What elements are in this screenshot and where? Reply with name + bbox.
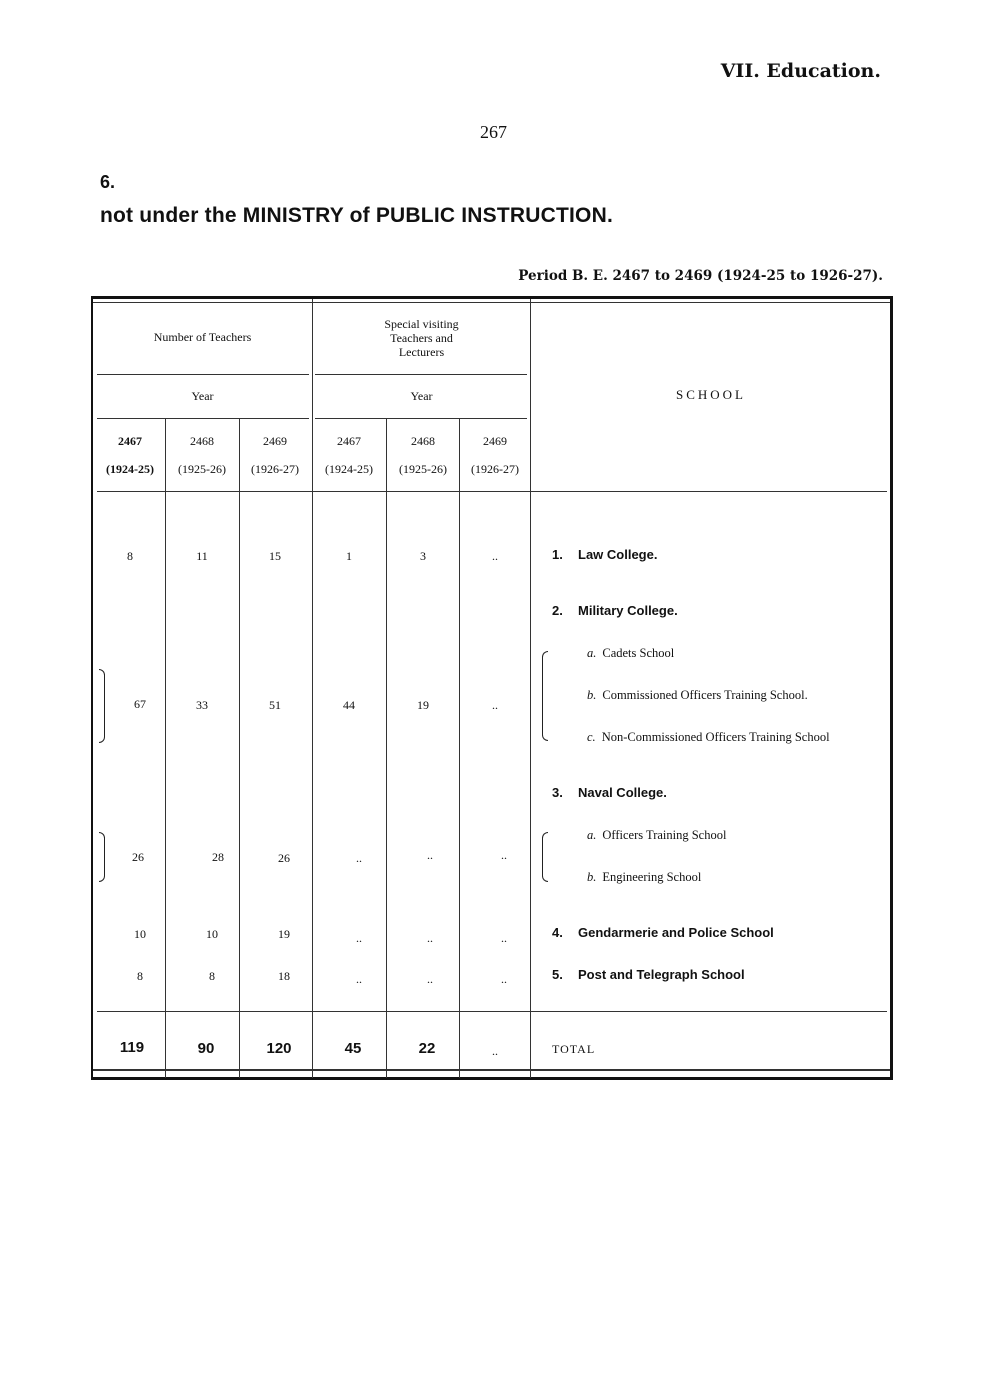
row5-value6: .. (501, 972, 507, 986)
table-title: not under the MINISTRY of PUBLIC INSTRUCTION. (100, 204, 613, 227)
row2-value4: 44 (343, 698, 355, 712)
row1-value3: 15 (269, 549, 281, 563)
school-header: SCHOOL (675, 387, 746, 402)
row4-value1: 10 (134, 927, 146, 941)
school-name: Military College. (578, 603, 678, 618)
school-number: 3. (552, 785, 563, 800)
row5-value5: .. (427, 972, 433, 986)
row4-value3: 19 (278, 927, 290, 941)
sub-letter: b. (587, 870, 597, 884)
school-naval-college (552, 785, 667, 800)
header-rule-1a (97, 374, 309, 375)
header-bottom-rule (97, 491, 887, 492)
school-post-telegraph (552, 967, 745, 982)
total-value3: 120 (266, 1040, 292, 1057)
year-6: 2469 (483, 434, 507, 448)
row5-value3: 18 (278, 969, 290, 983)
school-military-college (552, 603, 678, 618)
total-value4: 45 (344, 1040, 362, 1057)
sub-name: Non-Commissioned Officers Training School (601, 730, 830, 744)
row3-value1: 26 (132, 850, 144, 864)
header-rule-2b (315, 418, 527, 419)
row1-value1: 8 (127, 549, 133, 563)
school-name: Naval College. (578, 785, 667, 800)
subschool-non-commissioned-officers (587, 730, 830, 745)
section-title: VII. Education. (720, 60, 881, 82)
row2-value1: 67 (134, 697, 146, 711)
row1-value5: 3 (420, 549, 426, 563)
special-header-line3: Lecturers (398, 345, 445, 359)
row4-value5: .. (427, 931, 433, 945)
row2-value3: 51 (269, 698, 281, 712)
brace-naval (542, 832, 548, 882)
teachers-group-header: Number of Teachers (153, 330, 252, 344)
school-name: Law College. (578, 547, 658, 562)
special-header-line2: Teachers and (390, 331, 453, 345)
sub-letter: a. (587, 646, 597, 660)
row5-value4: .. (356, 972, 362, 986)
year-3-period: (1926-27) (251, 462, 299, 476)
total-value6: .. (492, 1044, 498, 1058)
year-3: 2469 (263, 434, 287, 448)
total-value5: 22 (418, 1040, 436, 1057)
table-number: 6. (100, 172, 116, 192)
row4-value4: .. (356, 931, 362, 945)
col-divider-teachers (312, 299, 313, 1078)
subschool-commissioned-officers (587, 688, 808, 703)
total-value2: 90 (197, 1040, 215, 1057)
row1-value2: 11 (196, 549, 208, 563)
total-value1: 119 (119, 1039, 145, 1056)
sub-name: Officers Training School (602, 828, 727, 842)
subschool-officers-training (587, 828, 726, 843)
row3-value3: 26 (278, 851, 290, 865)
teachers-year-label: Year (191, 389, 214, 403)
sub-name: Cadets School (602, 646, 675, 660)
top-rule (93, 302, 890, 303)
row1-value6: .. (492, 549, 498, 563)
header-rule-1b (315, 374, 527, 375)
school-name: Post and Telegraph School (578, 967, 745, 982)
school-name: Gendarmerie and Police School (578, 925, 774, 940)
row3-value2: 28 (212, 850, 224, 864)
row3-value5: .. (427, 848, 433, 862)
row3-value6: .. (501, 848, 507, 862)
year-5: 2468 (411, 434, 435, 448)
subschool-engineering (587, 870, 701, 885)
total-label: TOTAL (552, 1042, 596, 1056)
row4-value6: .. (501, 931, 507, 945)
sub-letter: b. (587, 688, 597, 702)
subschool-cadets (587, 646, 674, 661)
year-4: 2467 (337, 434, 361, 448)
special-group-header (313, 317, 530, 359)
school-number: 1. (552, 547, 563, 562)
row3-value4: .. (356, 851, 362, 865)
school-law-college (552, 547, 657, 562)
row4-value2: 10 (206, 927, 218, 941)
row2-value5: 19 (417, 698, 429, 712)
year-4-period: (1924-25) (325, 462, 373, 476)
special-year-label: Year (410, 389, 433, 403)
year-1: 2467 (118, 434, 142, 448)
row1-value4: 1 (346, 549, 352, 563)
special-header-line1: Special visiting (384, 317, 459, 331)
row5-value1: 8 (137, 969, 143, 983)
row2-value6: .. (492, 698, 498, 712)
year-2-period: (1925-26) (178, 462, 226, 476)
year-2: 2468 (190, 434, 214, 448)
brace-military (542, 651, 548, 741)
year-5-period: (1925-26) (399, 462, 447, 476)
bottom-rule (93, 1069, 890, 1071)
school-number: 4. (552, 925, 563, 940)
school-gendarmerie-police (552, 925, 774, 940)
page-number: 267 (480, 122, 507, 142)
year-1-period: (1924-25) (106, 462, 154, 476)
header-rule-2a (97, 418, 309, 419)
col-divider-school (530, 299, 531, 1078)
school-number: 5. (552, 967, 563, 982)
sub-name: Engineering School (602, 870, 702, 884)
year-6-period: (1926-27) (471, 462, 519, 476)
sub-letter: c. (587, 730, 596, 744)
total-rule (97, 1011, 887, 1012)
row2-value2: 33 (196, 698, 208, 712)
row5-value2: 8 (209, 969, 215, 983)
education-table (91, 296, 893, 1080)
sub-letter: a. (587, 828, 597, 842)
school-number: 2. (552, 603, 563, 618)
sub-name: Commissioned Officers Training School. (602, 688, 808, 702)
period-caption: Period B. E. 2467 to 2469 (1924-25 to 1926-27). (518, 268, 883, 284)
